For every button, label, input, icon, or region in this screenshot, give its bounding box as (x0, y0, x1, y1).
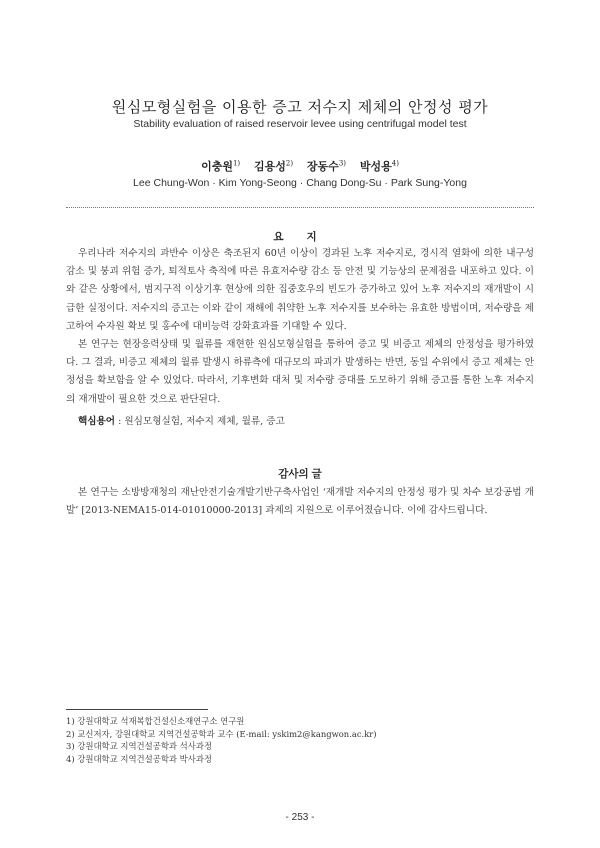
authors-english: Lee Chung-Won · Kim Yong-Seong · Chang Dong-Su · Park Sung-Yong (133, 177, 467, 189)
footnote: 1) 강원대학교 석재복합건설신소재연구소 연구원 (66, 716, 245, 726)
author (201, 160, 240, 173)
footnote: 4) 강원대학교 지역건설공학과 박사과정 (66, 753, 213, 764)
keywords-label: 핵심용어 (78, 416, 116, 427)
footnote: 2) 교신저자, 강원대학교 지역건설공학과 교수 (E-mail: yskim2@kangwon.ac.kr) (66, 728, 377, 739)
footnote-divider (66, 709, 208, 710)
title-korean: 원심모형실험을 이용한 증고 저수지 제체의 안정성 평가 (111, 98, 489, 116)
author-name: 이충원 (201, 160, 233, 173)
affiliation-mark: 1) (232, 159, 241, 168)
title-english: Stability evaluation of raised reservoir levee using centrifugal model test (133, 118, 467, 130)
affiliation-mark: 4) (391, 159, 399, 168)
acknowledgement-heading: 감사의 글 (278, 468, 322, 480)
author-name: 김용성 (254, 160, 286, 173)
footnotes (66, 715, 536, 765)
page-number: - 253 - (285, 812, 315, 823)
author-name: 박성용 (359, 160, 392, 173)
keywords (78, 413, 534, 427)
affiliation-mark: 3) (338, 159, 346, 168)
abstract-paragraph-1: 우리나라 저수지의 과반수 이상은 축조된지 60년 이상이 경과된 노후 저수지로, 경시적 열화에 의한 내구성 감소 및 붕괴 위험 증가, 퇴적토사 축적에 따른 유효저수량 감소 등 안전 및 기능상의 문제점을 내포하고 있다. 이와 같은 상황에서, 범지구적 이상기후 현상에 의한 집중호우의 빈도가 증가하고 있어 노후 저수지의 재개발이 시급한 실정이다. 저수지의 증고는 이와 같이 재해에 취약한 노후 저수지를 보수하는 유효한 방법이며, 저수량을 제고하여 수자원 확보 및 홍수에 대비능력 강화효과를 기대할 수 있다. (66, 248, 534, 332)
footnote: 3) 강원대학교 지역건설공학과 석사과정 (66, 741, 213, 752)
affiliation-mark: 2) (285, 159, 294, 168)
keywords-text: : 원심모형실험, 저수지 제체, 월류, 증고 (115, 416, 285, 427)
abstract-paragraph-2: 본 연구는 현장응력상태 및 월류를 재현한 원심모형실험을 통하여 증고 및 비증고 제체의 안정성을 평가하였다. 그 결과, 비증고 제체의 월류 발생시 하류측에 대규모의 파괴가 발생하는 반면, 동일 수위에서 증고 제체는 안정성을 확보함을 알 수 있었다. 따라서, 기후변화 대처 및 저수량 증대를 도모하기 위해 증고를 통한 노후 저수지의 재개발이 필요한 것으로 판단된다. (66, 339, 534, 405)
acknowledgement-paragraph: 본 연구는 소방방재청의 재난안전기술개발기반구축사업인 ‘재개발 저수지의 안정성 평가 및 차수 보강공법 개발’ [2013-NEMA15-014-01010000-2013] 과제의 지원으로 이루어졌습니다. 이에 감사드립니다. (66, 487, 534, 517)
author (360, 160, 399, 173)
header-divider (66, 207, 534, 208)
abstract-heading: 요 지 (273, 231, 327, 243)
author (254, 160, 293, 173)
authors-korean (0, 158, 600, 174)
author-name: 장동수 (306, 160, 339, 173)
author (307, 160, 346, 173)
